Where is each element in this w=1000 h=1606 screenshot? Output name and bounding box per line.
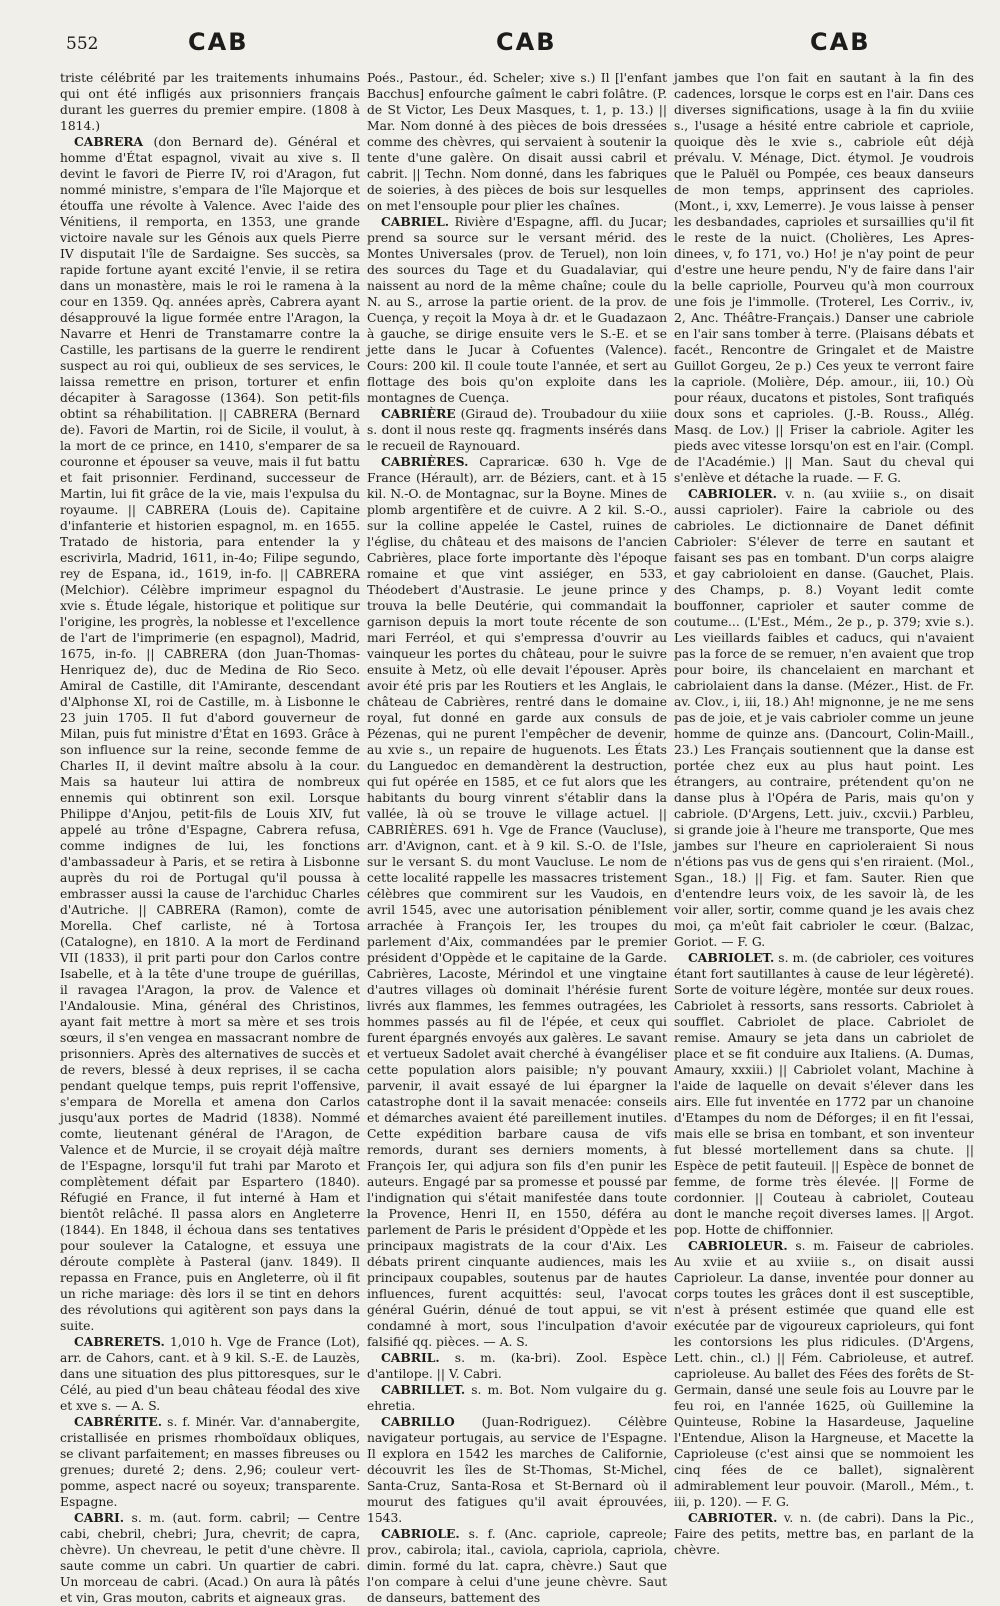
entry-headword: CABRIOLE. [381,1526,460,1541]
dictionary-entry [674,486,974,950]
entry-text: (Juan-Rodriguez). Célèbre navigateur portugais, au service de l'Espagne. Il explora en 1542 les marches de Californie, découvrit les îles de St-Thomas, St-Michel, Santa-Cruz, Santa-Rosa et St-Bernard où il mourut des fatigues qu'il avait éprouvées, 1543. [367,1415,667,1525]
dictionary-entry [367,1414,667,1526]
entry-headword: CABRERETS. [74,1334,165,1349]
entry-headword: CABRILLET. [381,1382,466,1397]
entry-headword: CABRILLO [381,1414,455,1429]
entry-headword: CABRERA [74,134,144,149]
guide-word-center: CAB [496,28,557,56]
entry-headword: CABRIÈRE [381,406,456,421]
entry-text: (Giraud de). Troubadour du xiiie s. dont il nous reste qq. fragments insérés dans le recueil de Raynouard. [367,407,667,453]
dictionary-entry [367,1382,667,1414]
dictionary-entry [674,950,974,1238]
entry-text: s. m. (ka-bri). Zool. Espèce d'antilope. || V. Cabri. [367,1351,667,1381]
entry-headword: CABRIOLET. [688,950,775,965]
page-header [62,28,964,58]
entry-text: Poés., Pastour., éd. Scheler; xive s.) Il [l'enfant Bacchus] enfourche gaîment le cabri folâtre. (P. de St Victor, Les Deux Masques, t. 1, p. 13.) || Mar. Nom donné à des pièces de bois dressées comme des chèvres, qui servaient à soutenir la tente d'une galère. On disait aussi cabril et cabrit. || Techn. Nom donné, dans les fabriques de soieries, à des pièces de bois sur lesquelles on met l'ensouple pour plier les chaînes. [367,71,667,213]
entry-text: s. m. (de cabrioler, ces voitures étant fort sautillantes à cause de leur légèreté). Sorte de voiture légère, montée sur deux roues. Cabriolet à ressorts, sans ressorts. Cabriolet à soufflet. Cabriolet de place. Cabriolet de remise. Amaury se jeta dans un cabriolet de place et se fit conduire aux Italiens. (A. Dumas, Amaury, xxxiii.) || Cabriolet volant, Machine à l'aide de laquelle on devait s'élever dans les airs. Elle fut inventée en 1772 par un chanoine d'Etampes du nom de Déforges; il en fit l'essai, mais elle se brisa en tombant, et son inventeur fut blessé mortellement dans sa chute. || Espèce de petit fauteuil. || Espèce de bonnet de femme, de forme très élevée. || Forme de cordonnier. || Couteau à cabriolet, Couteau dont le manche reçoit diverses lames. || Argot. pop. Hotte de chiffonnier. [674,951,974,1237]
entry-headword: CABRIL. [381,1350,440,1365]
dictionary-entry [674,1238,974,1510]
entry-text: v. n. (de cabri). Dans la Pic., Faire des petits, mettre bas, en parlant de la chèvre. [674,1511,975,1557]
entry-text: jambes que l'on fait en sautant à la fin des cadences, lorsque le corps est en l'air. Dans ces diverses significations, usage à la fin du xviiie s., l'usage a hésité entre cabriole et capriole, quoique dès le xvie s., cabriole eût déjà prévalu. V. Ménage, Dict. étymol. Je voudrois que le Paluël ou Pompée, ces beaux danseurs de mon temps, apprinsent des caprioles. (Mont., i, xxv, Lemerre). Je vous laisse à penser les desbandades, caprioles et sursaillies qu'il fit le reste de la nuict. (Cholières, Les Apres-dinees, v, fo 171, vo.) Ho! je n'ay point de peur d'estre une heure pendu, N'y de faire dans l'air la belle capriolle, Pourveu qu'à mon courroux une fois je l'immolle. (Troterel, Les Corriv., iv, 2, Anc. Théâtre-Français.) Danser une cabriole en l'air sans tomber à terre. (Plaisans débats et facét., Rencontre de Gringalet et de Maistre Guillot Gorgeu, 2e p.) Ces yeux te verront faire la capriole. (Molière, Dép. amour., iii, 10.) Où pour réaux, ducatons et pistoles, Sont trafiqués doux sons et caprioles. (J.-B. Rouss., Allég. Masq. de Lov.) || Friser la cabriole. Agiter les pieds avec vitesse lorsqu'on est en l'air. (Compl. de l'Académie.) || Man. Saut du cheval qui s'enlève et détache la ruade. — F. G. [674,71,974,485]
dictionary-entry [367,454,667,1350]
entry-text: s. m. (aut. form. cabril; — Centre cabi, chebril, chebri; Jura, chevrit; de capra, chèvre). Un chevreau, le petit d'une chèvre. Il saute comme un cabri. Un quartier de cabri. Un morceau de cabri. (Acad.) On aura là pâtés et vin, Gras mouton, cabrits et aigneaux gras. [60,1511,360,1605]
entry-text: 1,010 h. Vge de France (Lot), arr. de Cahors, cant. et à 9 kil. S.-E. de Lauzès, dans une situation des plus pittoresques, sur le Célé, au pied d'un beau château féodal des xive et xve s. — A. S. [60,1335,360,1413]
entry-text: (don Bernard de). Général et homme d'État espagnol, vivait au xive s. Il devint le favori de Pierre IV, roi d'Aragon, fut nommé ministre, s'empara de l'île Majorque et étouffa une révolte à Valence. Avec l'aide des Vénitiens, il remporta, en 1353, une grande victoire navale sur les Génois aux quels Pierre IV disputait l'île de Sardaigne. Ses succès, sa rapide fortune ayant excité l'envie, il se retira dans un monastère, mais le roi le ramena à la cour en 1359. Qq. années après, Cabrera ayant désapprouvé la ligue formée entre l'Aragon, la Navarre et Henri de Transtamarre contre la Castille, les partisans de la guerre le rendirent suspect au roi qui, oublieux de ses services, le laissa remettre en prison, torturer et enfin décapiter à Saragosse (1364). Son petit-fils obtint sa réhabilitation. || CABRERA (Bernard de). Favori de Martin, roi de Sicile, il voulut, à la mort de ce prince, en 1410, s'emparer de sa couronne et épouser sa veuve, mais il fut battu et fait prisonnier. Ferdinand, successeur de Martin, lui fit grâce de la vie, mais l'expulsa du royaume. || CABRERA (Louis de). Capitaine d'infanterie et historien espagnol, m. en 1655. Tratado de historia, para entender la y escrivirla, Madrid, 1611, in-4o; Filipe segundo, rey de Espana, id., 1619, in-fo. || CABRERA (Melchior). Célèbre imprimeur espagnol du xvie s. Étude légale, historique et politique sur l'origine, les progrès, la noblesse et l'excellence de l'art de l'imprimerie (en espagnol), Madrid, 1675, in-fo. || CABRERA (don Juan-Thomas-Henriquez de), duc de Medina de Rio Seco. Amiral de Castille, dit l'Amirante, descendant d'Alphonse XI, roi de Castille, m. à Lisbonne le 23 juin 1705. Il fut d'abord gouverneur de Milan, puis fut ministre d'État en 1693. Grâce à son influence sur la reine, seconde femme de Charles II, il devint maître absolu à la cour. Mais sa hauteur lui attira de nombreux ennemis qui obtinrent son exil. Lorsque Philippe d'Anjou, petit-fils de Louis XIV, fut appelé au trône d'Espagne, Cabrera refusa, comme indignes de lui, les fonctions d'ambassadeur à Paris, et se retira à Lisbonne auprès du roi de Portugal qu'il poussa à embrasser aussi la cause de l'archiduc Charles d'Autriche. || CABRERA (Ramon), comte de Morella. Chef carliste, né à Tortosa (Catalogne), en 1810. A la mort de Ferdinand VII (1833), il prit parti pour don Carlos contre Isabelle, et à la tête d'une troupe de guérillas, il ravagea l'Aragon, la prov. de Valence et l'Andalousie. Mina, général des Christinos, ayant fait mettre à mort sa mère et ses trois sœurs, il s'en vengea en massacrant nombre de prisonniers. Après des alternatives de succès et de revers, blessé à deux reprises, il se cacha pendant quelque temps, puis reprit l'offensive, s'empara de Morella et amena don Carlos jusqu'aux portes de Madrid (1838). Nommé comte, lieutenant général de l'Aragon, de Valence et de Murcie, il se croyait déjà maître de l'Espagne, lorsqu'il fut trahi par Maroto et complètement défait par Espartero (1840). Réfugié en France, il fut interné à Ham et bientôt relâché. Il passa alors en Angleterre (1844). En 1848, il échoua dans ses tentatives pour soulever la Catalogne, et essuya une déroute complète à Pasteral (janv. 1849). Il repassa en France, puis en Angleterre, où il fit un riche mariage: dès lors il se tint en dehors des révolutions qui agitèrent son pays dans la suite. [60,135,360,1333]
dictionary-entry [367,1350,667,1382]
dictionary-entry [367,70,667,214]
dictionary-entry [60,134,360,1334]
entry-text: Capraricæ. 630 h. Vge de France (Hérault), arr. de Béziers, cant. et à 15 kil. N.-O. de Montagnac, sur la Boyne. Mines de plomb argentifère et de cuivre. A 2 kil. S.-O., sur la colline appelée le Castel, ruines de l'église, du château et des maisons de l'ancien Cabrières, place forte importante dès l'époque romaine et que vint assiéger, en 533, Théodebert d'Austrasie. Le jeune prince y trouva la belle Deutérie, qui commandait la garnison depuis la mort toute récente de son mari Ferréol, et qui s'empressa d'ouvrir au vainqueur les portes du château, pour le suivre ensuite à Metz, où elle devait l'épouser. Après avoir été pris par les Routiers et les Anglais, le château de Cabrières, rentré dans le domaine royal, fut donné en garde aux consuls de Pézenas, qui ne purent l'empêcher de devenir, au xvie s., un repaire de huguenots. Les États du Languedoc en demandèrent la destruction, qui fut opérée en 1585, et ce fut alors que les habitants du bourg vinrent s'établir dans la vallée, là où se trouve le village actuel. || CABRIÈRES. 691 h. Vge de France (Vaucluse), arr. d'Avignon, cant. et à 9 kil. S.-O. de l'Isle, sur le versant S. du mont Vaucluse. Le nom de cette localité rappelle les massacres tristement célèbres que commirent sur les Vaudois, en avril 1545, avec une autorisation péniblement arrachée à François Ier, les troupes du parlement d'Aix, commandées par le premier président d'Oppède et le capitaine de la Garde. Cabrières, Lacoste, Mérindol et une vingtaine d'autres villages où dominait l'hérésie furent livrés aux flammes, les femmes outragées, les hommes passés au fil de l'épée, et ceux qui furent épargnés envoyés aux galères. Le savant et vertueux Sadolet avait cherché à évangéliser cette population alors paisible; n'y pouvant parvenir, il avait essayé de lui épargner la catastrophe dont il la savait menacée: conseils et démarches avaient été pareillement inutiles. Cette expédition barbare causa de vifs remords, durant ses derniers moments, à François Ier, qui adjura son fils d'en punir les auteurs. Engagé par sa promesse et poussé par l'indignation qui s'était manifestée dans toute la Provence, Henri II, en 1550, déféra au parlement de Paris le président d'Oppède et les principaux magistrats de la cour d'Aix. Les débats prirent cinquante audiences, mais les principaux coupables, soutenus par de hautes influences, furent acquittés: seul, l'avocat général Guérin, dénué de tout appui, se vit condamné à mort, sous l'inculpation d'avoir falsifié qq. pièces. — A. S. [367,455,667,1349]
entry-text: Rivière d'Espagne, affl. du Jucar; prend sa source sur le versant mérid. des Montes Universales (prov. de Teruel), non loin des sources du Tage et du Guadalaviar, qui naissent au nord de la même chaîne; coule du N. au S., arrose la partie orient. de la prov. de Cuença, y reçoit la Moya à dr. et le Guadazaon à gauche, se dirige ensuite vers le S.-E. et se jette dans le Jucar à Cofuentes (Valence). Cours: 200 kil. Il coule toute l'année, et sert au flottage des bois qu'on exploite dans les montagnes de Cuença. [367,215,667,405]
guide-word-left: CAB [188,28,249,56]
dictionary-entry [367,1526,667,1606]
entry-text: s. m. Faiseur de cabrioles. Au xviie et au xviiie s., on disait aussi Caprioleur. La danse, inventée pour donner au corps toutes les grâces dont il est susceptible, n'est à présent estimée que quand elle est exécutée par de vigoureux caprioleurs, qui font les contorsions les plus ridicules. (D'Argens, Lett. chin., cl.) || Fém. Cabrioleuse, et autref. caprioleuse. Au ballet des Fées des forêts de St-Germain, dansé une seule fois au Louvre par le feu roi, en l'année 1625, où Guillemine la Quinteuse, Robine la Hasardeuse, Jaqueline l'Entendue, Alison la Hargneuse, et Macette la Caprioleuse (c'est ainsi que se nommoient les cinq fées de ce ballet), signalèrent admirablement leur pouvoir. (Maroll., Mém., t. iii, p. 120). — F. G. [674,1239,974,1509]
column-2 [367,70,667,1605]
entry-headword: CABRIEL. [381,214,449,229]
dictionary-entry [60,1334,360,1414]
entry-text: s. m. Bot. Nom vulgaire du g. ehretia. [367,1383,667,1413]
dictionary-entry [367,214,667,406]
entry-headword: CABRÉRITE. [74,1414,163,1429]
entry-text: s. f. (Anc. capriole, capreole; prov., cabirola; ital., caviola, capriola, capriola, dimin. formé du lat. capra, chèvre.) Saut que l'on compare à celui d'une jeune chèvre. Saut de danseurs, battement des [367,1527,667,1605]
entry-headword: CABRIOLER. [688,486,777,501]
entry-text: s. f. Minér. Var. d'annabergite, cristallisée en prismes rhomboïdaux obliques, se clivant parfaitement; en masses fibreuses ou grenues; dureté 2; dens. 2,96; couleur vert-pomme, aspect nacré ou soyeux; transparente. Espagne. [60,1415,360,1509]
column-3 [674,70,975,1557]
column-1 [60,70,360,1605]
entry-headword: CABRIOTER. [688,1510,778,1525]
dictionary-entry [60,1510,360,1606]
dictionary-entry [367,406,667,454]
dictionary-entry [674,1510,974,1558]
entry-headword: CABRIÈRES. [381,454,469,469]
dictionary-entry [60,70,360,134]
entry-text: v. n. (au xviiie s., on disait aussi caprioler). Faire la cabriole ou des cabrioles. Le dictionnaire de Danet définit Cabrioler: S'élever de terre en sautant et faisant ses pas en tombant. D'un corps alaigre et gay cabrioloient en danse. (Gauchet, Plais. des Champs, p. 8.) Voyant ledit comte bouffonner, caprioler et sauter comme de coutume... (L'Est., Mém., 2e p., p. 379; xvie s.). Les vieillards faibles et caducs, qui n'avaient pas la force de se remuer, n'en avaient que trop pour boire, ils chancelaient en marchant et cabriolaient dans la danse. (Mézer., Hist. de Fr. av. Clov., i, iii, 18.) Ah! mignonne, je ne me sens pas de joie, et je vais cabrioler comme un jeune homme de quinze ans. (Dancourt, Colin-Maill., 23.) Les Français soutiennent que la danse est portée chez eux au plus haut point. Les étrangers, au contraire, prétendent qu'on ne danse plus à l'Opéra de Paris, mais qu'on y cabriole. (D'Argens, Lett. juiv., cxcvii.) Parbleu, si grande joie à l'heure me transporte, Que mes jambes sur l'heure en caprioleraient Si nous n'étions pas vus de gens qui s'en riraient. (Mol., Sgan., 18.) || Fig. et fam. Sauter. Rien que d'entendre leurs voix, de les savoir là, de les voir aller, sortir, comme quand je les avais chez moi, ça m'eût fait cabrioler le cœur. (Balzac, Goriot. — F. G. [674,487,974,949]
dictionary-entry [60,1414,360,1510]
guide-word-right: CAB [810,28,871,56]
entry-text: triste célébrité par les traitements inhumains qui ont été infligés aux prisonniers français durant les guerres du premier empire. (1808 à 1814.) [60,71,360,133]
entry-headword: CABRI. [74,1510,124,1525]
entry-headword: CABRIOLEUR. [688,1238,788,1253]
page-number: 552 [66,34,99,54]
text-columns [60,70,975,1605]
dictionary-entry [674,70,974,486]
